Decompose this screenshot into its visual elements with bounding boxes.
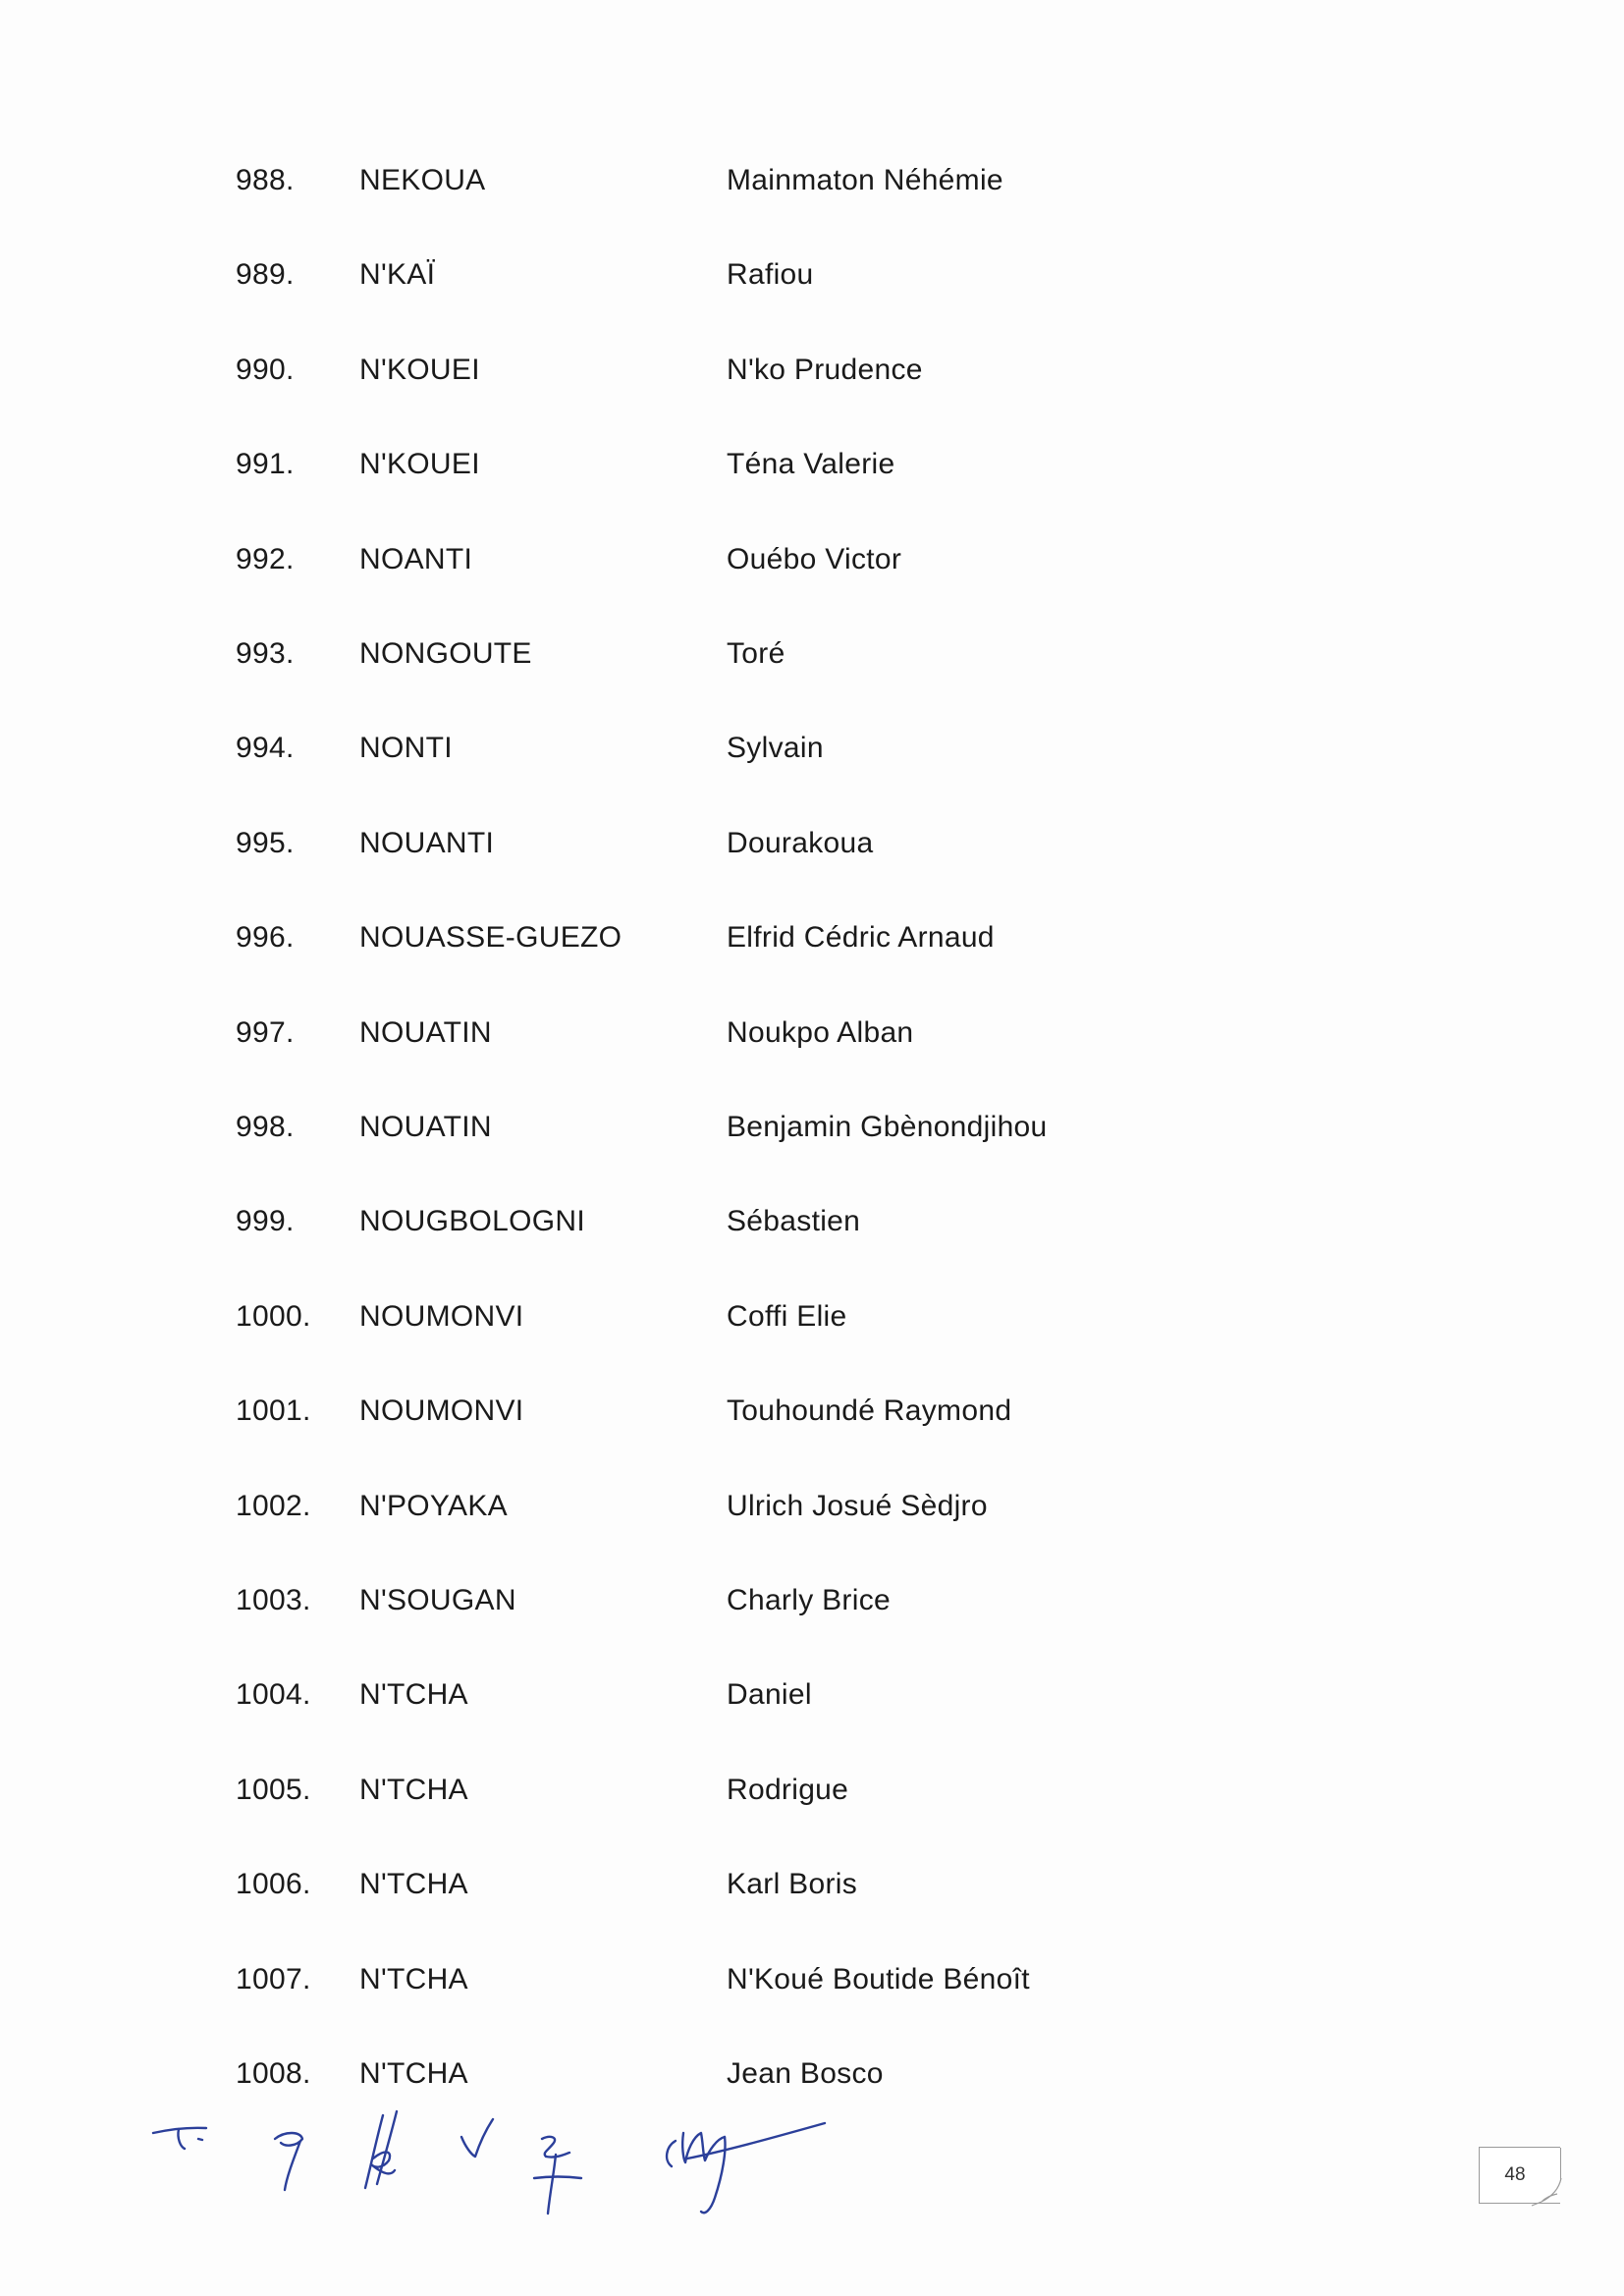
list-item (0, 1004, 1624, 1063)
list-item (0, 1855, 1624, 1914)
entry-number: 1004. (236, 1678, 311, 1711)
list-item (0, 1571, 1624, 1630)
first-name: Daniel (727, 1678, 812, 1711)
entry-number: 1006. (236, 1868, 311, 1900)
last-name: NOANTI (359, 543, 473, 575)
last-name: N'POYAKA (359, 1490, 508, 1522)
list-item (0, 151, 1624, 210)
last-name: NOUANTI (359, 827, 495, 859)
entry-number: 991. (236, 448, 295, 480)
first-name: Elfrid Cédric Arnaud (727, 921, 995, 954)
last-name: N'KOUEI (359, 448, 480, 480)
list-item (0, 1192, 1624, 1251)
last-name: NEKOUA (359, 164, 486, 196)
first-name: Rafiou (727, 258, 814, 291)
first-name: Rodrigue (727, 1774, 849, 1806)
last-name: N'TCHA (359, 1774, 468, 1806)
last-name: NOUGBOLOGNI (359, 1205, 585, 1237)
first-name: Ulrich Josué Sèdjro (727, 1490, 988, 1522)
entry-number: 1003. (236, 1584, 311, 1616)
last-name: NONTI (359, 732, 453, 764)
last-name: NOUMONVI (359, 1394, 524, 1427)
last-name: N'KOUEI (359, 354, 480, 386)
first-name: Téna Valerie (727, 448, 895, 480)
entry-number: 990. (236, 354, 295, 386)
entry-number: 995. (236, 827, 295, 859)
last-name: N'SOUGAN (359, 1584, 516, 1616)
last-name: NOUATIN (359, 1111, 492, 1143)
entry-number: 999. (236, 1205, 295, 1237)
last-name: N'KAÏ (359, 258, 436, 291)
list-item (0, 246, 1624, 304)
list-item (0, 530, 1624, 589)
entry-number: 992. (236, 543, 295, 575)
list-item (0, 625, 1624, 683)
first-name: Touhoundé Raymond (727, 1394, 1012, 1427)
first-name: Noukpo Alban (727, 1016, 914, 1049)
first-name: Sébastien (727, 1205, 861, 1237)
first-name: Mainmaton Néhémie (727, 164, 1003, 196)
last-name: NOUATIN (359, 1016, 492, 1049)
last-name: NOUASSE-GUEZO (359, 921, 623, 954)
last-name: N'TCHA (359, 1963, 468, 1995)
entry-number: 993. (236, 637, 295, 670)
entry-number: 1001. (236, 1394, 311, 1427)
first-name: N'ko Prudence (727, 354, 923, 386)
entry-number: 997. (236, 1016, 295, 1049)
entry-number: 994. (236, 732, 295, 764)
entry-number: 1005. (236, 1774, 311, 1806)
list-item (0, 908, 1624, 967)
first-name: Coffi Elie (727, 1300, 847, 1333)
list-item (0, 1382, 1624, 1441)
list-item (0, 719, 1624, 778)
list-item (0, 341, 1624, 400)
entry-number: 1007. (236, 1963, 311, 1995)
first-name: Benjamin Gbènondjihou (727, 1111, 1048, 1143)
last-name: N'TCHA (359, 1678, 468, 1711)
list-item (0, 1666, 1624, 1724)
entry-number: 1002. (236, 1490, 311, 1522)
last-name: N'TCHA (359, 1868, 468, 1900)
first-name: Karl Boris (727, 1868, 858, 1900)
page-number: 48 (1504, 2164, 1526, 2185)
page-curl-icon (1528, 2176, 1567, 2210)
entry-number: 1000. (236, 1300, 311, 1333)
list-item (0, 1950, 1624, 2009)
entry-number: 988. (236, 164, 295, 196)
entry-number: 996. (236, 921, 295, 954)
first-name: Jean Bosco (727, 2057, 884, 2090)
list-item (0, 1761, 1624, 1820)
handwritten-signatures-icon (137, 2082, 884, 2229)
last-name: N'TCHA (359, 2057, 468, 2090)
list-item (0, 435, 1624, 494)
first-name: Toré (727, 637, 785, 670)
list-item (0, 1477, 1624, 1536)
last-name: NOUMONVI (359, 1300, 524, 1333)
last-name: NONGOUTE (359, 637, 532, 670)
first-name: Dourakoua (727, 827, 874, 859)
list-item (0, 1287, 1624, 1346)
first-name: Ouébo Victor (727, 543, 902, 575)
first-name: N'Koué Boutide Bénoît (727, 1963, 1030, 1995)
first-name: Charly Brice (727, 1584, 891, 1616)
entry-number: 998. (236, 1111, 295, 1143)
first-name: Sylvain (727, 732, 824, 764)
entry-number: 989. (236, 258, 295, 291)
list-item (0, 1098, 1624, 1157)
entry-number: 1008. (236, 2057, 311, 2090)
list-item (0, 814, 1624, 873)
